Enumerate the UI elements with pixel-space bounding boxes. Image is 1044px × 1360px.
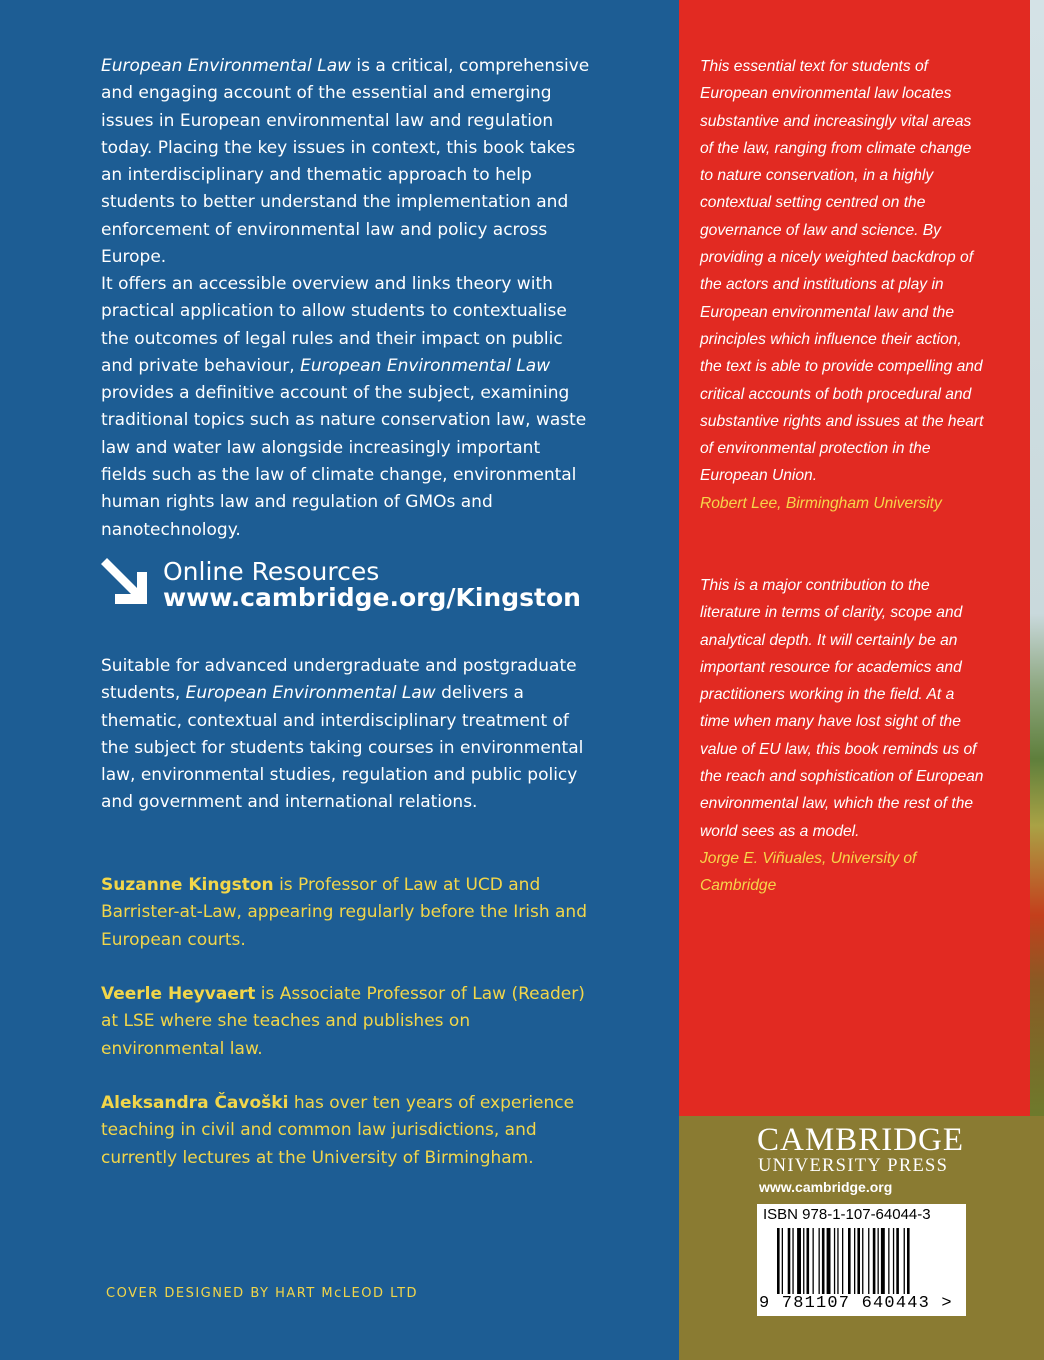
isbn-label: ISBN 978-1-107-64044-3 bbox=[763, 1206, 931, 1223]
author-description: is Associate Professor of Law (Reader) at LSE where she teaches and publishes on environmental law. bbox=[101, 984, 585, 1059]
author-bio bbox=[101, 981, 596, 1063]
quote-text: This is a major contribution to the literature in terms of clarity, scope and analytical depth. It will certainly be an important resource for academics and practitioners working in the field. At a time when many have lost sight of the value of EU law, this book reminds us of the reach and sophistication of European environmental law, which the rest of the world sees as a model. bbox=[700, 577, 984, 840]
publisher-url[interactable]: www.cambridge.org bbox=[759, 1179, 893, 1195]
endorsement-quote bbox=[700, 572, 985, 900]
online-resources[interactable] bbox=[101, 556, 601, 612]
author-bio bbox=[101, 1090, 596, 1172]
online-resources-label: Online Resources bbox=[163, 557, 380, 586]
arrow-down-right-icon bbox=[101, 558, 151, 608]
barcode-bars bbox=[777, 1228, 953, 1294]
publisher-subtitle: UNIVERSITY PRESS bbox=[758, 1156, 949, 1176]
book-title: European Environmental Law bbox=[300, 355, 551, 376]
blurb-text: Suitable for advanced undergraduate and postgraduate students, bbox=[101, 656, 577, 704]
publisher-logo: CAMBRIDGE bbox=[757, 1122, 965, 1158]
quote-attribution: Jorge E. Viñuales, University of Cambridge bbox=[700, 849, 917, 895]
blurb-text: delivers a thematic, contextual and interdisciplinary treatment of the subject for students taking courses in environmental law, environmental studies, regulation and public policy and government and international relations. bbox=[101, 683, 584, 813]
blurb-text: It offers an accessible overview and links theory with practical application to allow students to contextualise the outcomes of legal rules and their impact on public and private behaviour, bbox=[101, 274, 567, 376]
blurb-text: provides a definitive account of the subject, examining traditional topics such as nature conservation law, waste law and water law alongside increasingly important fields such as the law of climate change, environmental human rights law and regulation of GMOs and nanotechnology. bbox=[101, 383, 587, 540]
quote-attribution: Robert Lee, Birmingham University bbox=[700, 494, 942, 512]
blurb-text: is a critical, comprehensive and engaging account of the essential and emerging issues in European environmental law and regulation today. Placing the key issues in context, this book takes an interdisciplinary and thematic approach to help students to better understand the implementation and enforcement of environmental law and policy across Europe. bbox=[101, 56, 590, 268]
author-name: Veerle Heyvaert bbox=[101, 984, 256, 1004]
author-name: Aleksandra Čavoški bbox=[101, 1093, 289, 1113]
book-title: European Environmental Law bbox=[101, 56, 352, 76]
blurb-paragraph-3 bbox=[101, 653, 591, 817]
book-title: European Environmental Law bbox=[185, 683, 436, 704]
isbn-barcode bbox=[757, 1204, 966, 1316]
author-name: Suzanne Kingston bbox=[101, 875, 274, 895]
barcode-digits: 9 781107 640443 > bbox=[759, 1294, 953, 1313]
endorsement-quote bbox=[700, 53, 985, 517]
author-description: is Professor of Law at UCD and Barrister-at-Law, appearing regularly before the Irish and European courts. bbox=[101, 875, 587, 950]
author-bio bbox=[101, 872, 596, 954]
author-description: has over ten years of experience teaching in civil and common law jurisdictions, and currently lectures at the University of Birmingham. bbox=[101, 1093, 575, 1168]
quote-text: This essential text for students of European environmental law locates substantive and increasingly vital areas of the law, ranging from climate change to nature conservation, in a highly contextual setting centred on the governance of law and science. By providing a nicely weighted backdrop of the actors and institutions at play in European environmental law and the principles which influence their action, the text is able to provide compelling and critical accounts of both procedural and substantive rights and issues at the heart of environmental protection in the European Union. bbox=[700, 58, 984, 485]
cover-photo-strip bbox=[1030, 0, 1044, 1116]
blurb-paragraph-1 bbox=[101, 53, 591, 271]
online-resources-url[interactable]: www.cambridge.org/Kingston bbox=[163, 583, 581, 612]
cover-credit: COVER DESIGNED BY HART McLEOD LTD bbox=[106, 1286, 419, 1301]
blurb-paragraph-2 bbox=[101, 271, 591, 544]
